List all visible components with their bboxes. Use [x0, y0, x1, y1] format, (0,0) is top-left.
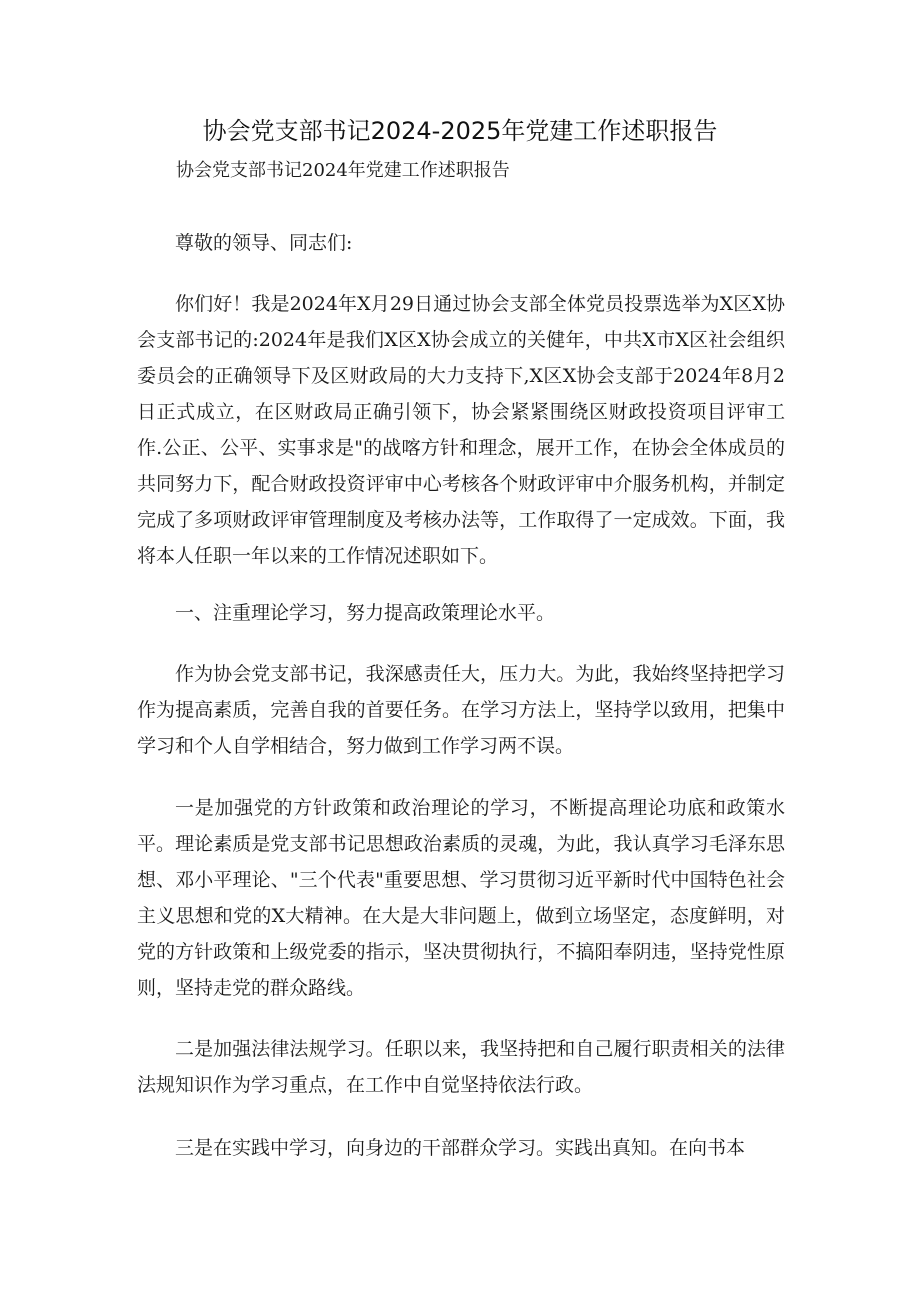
salutation: 尊敬的领导、同志们: — [175, 232, 353, 254]
paragraph-law-study: 二是加强法律法规学习。任职以来，我坚持把和自己履行职责相关的法律法规知识作为学习重点，在工作中自觉坚持依法行政。 — [137, 1038, 785, 1096]
paragraph-intro: 你们好！我是2024年X月29日通过协会支部全体党员投票选举为X区X协会支部书记的:2024年是我们X区X协会成立的关健年，中共X市X区社会组织委员会的正确领导下及区财政局的大力支持下,X区X协会支部于2024年8月2日正式成立，在区财政局正确引领下，协会紧紧围绕区财政投资项目评审工作.公正、公平、实事求是"的战喀方针和理念，展开工作，在协会全体成员的共同努力下，配合财政投资评审中心考核各个财政评审中介服务机构，并制定完成了多项财政评审管理制度及考核办法等，工作取得了一定成效。下面，我将本人任职一年以来的工作情况述职如下。 — [137, 293, 785, 567]
document-subtitle: 协会党支部书记2024年党建工作述职报告 — [176, 160, 510, 181]
document-title: 协会党支部书记2024-2025年党建工作述职报告 — [202, 117, 718, 145]
section-heading-theory-study: 一、注重理论学习，努力提高政策理论水平。 — [175, 602, 556, 624]
paragraph-policy-theory: 一是加强党的方针政策和政治理论的学习，不断提高理论功底和政策水平。理论素质是党支部书记思想政治素质的灵魂，为此，我认真学习毛泽东思想、邓小平理论、"三个代表"重要思想、学习贯彻习近平新时代中国特色社会主义思想和党的X大精神。在大是大非问题上，做到立场坚定，态度鲜明，对党的方针政策和上级党委的指示，坚决贯彻执行，不搞阳奉阴违，坚持党性原则，坚持走党的群众路线。 — [137, 797, 785, 999]
paragraph-practice-study: 三是在实践中学习，向身边的干部群众学习。实践出真知。在向书本 — [175, 1137, 746, 1159]
paragraph-study-commitment: 作为协会党支部书记，我深感责任大，压力大。为此，我始终坚持把学习作为提高素质，完善自我的首要任务。在学习方法上，坚持学以致用，把集中学习和个人自学相结合，努力做到工作学习两不误。 — [137, 663, 785, 757]
